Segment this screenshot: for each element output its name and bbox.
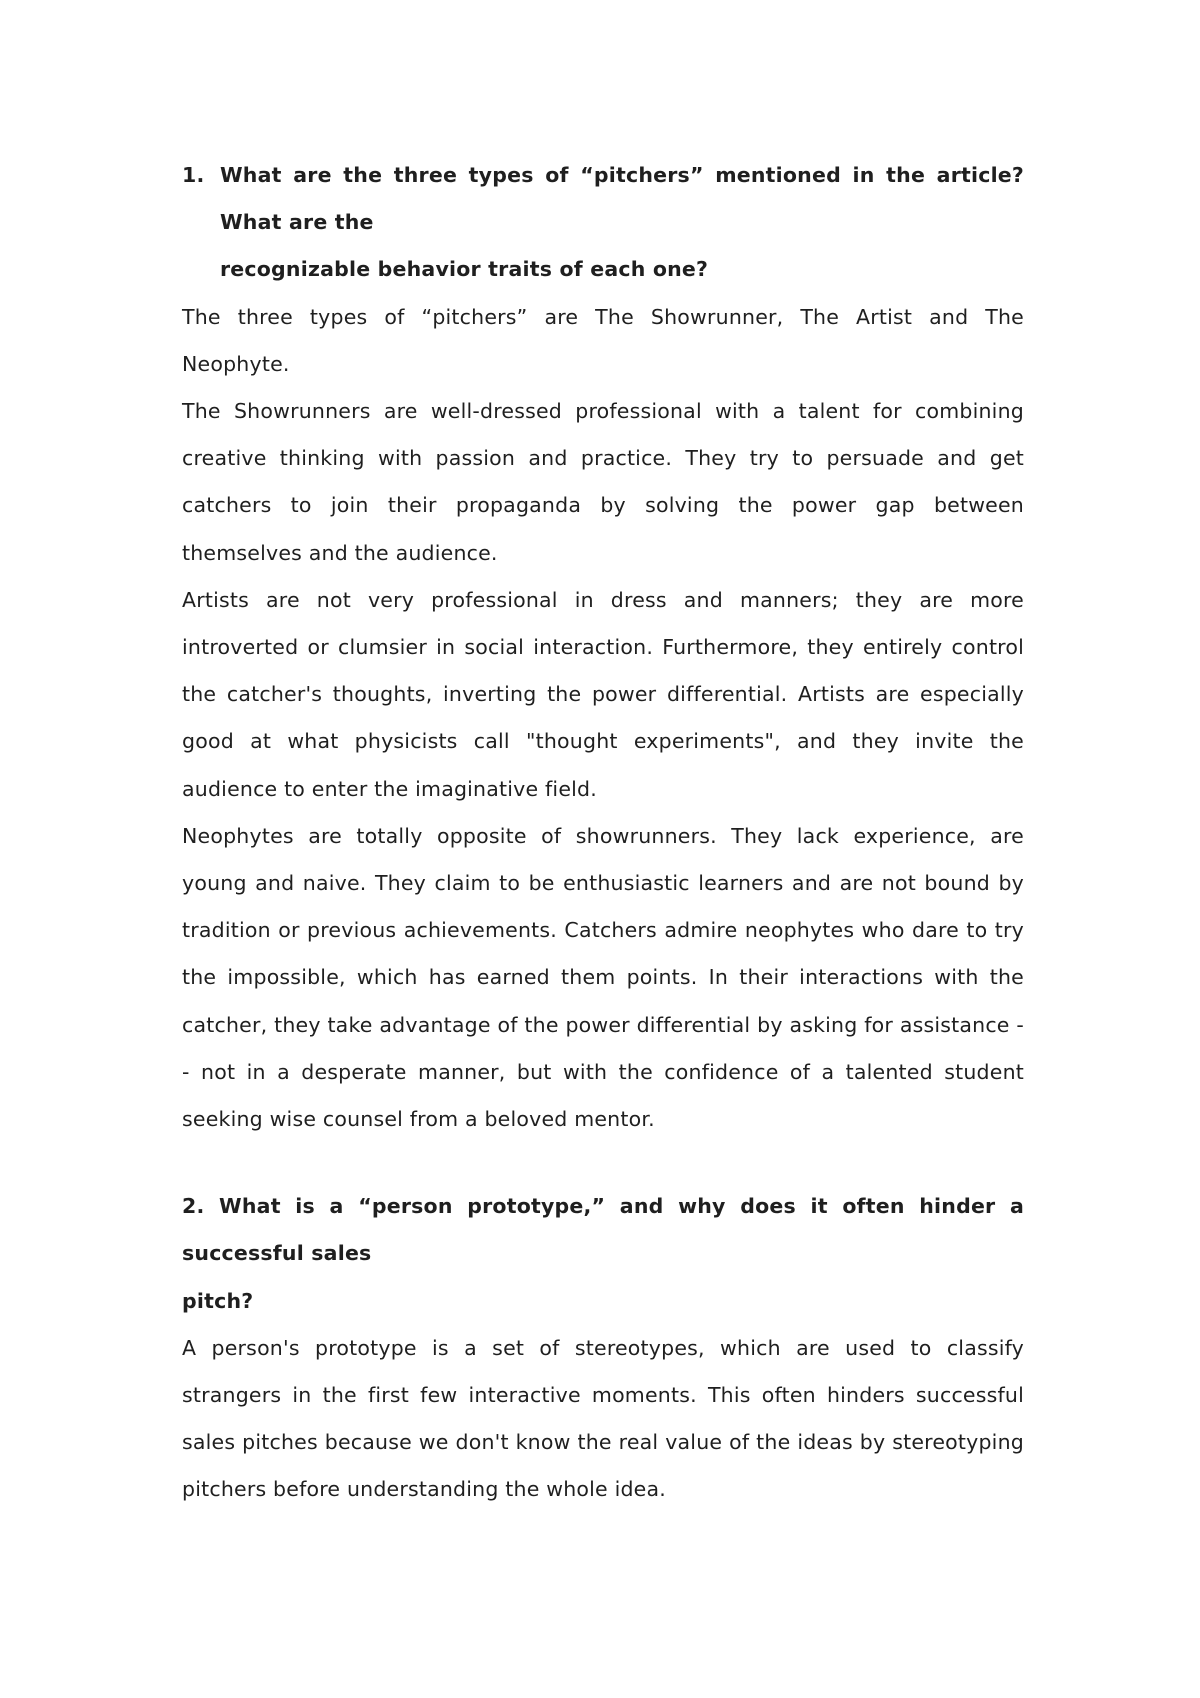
question-1-heading <box>182 152 1024 246</box>
question-2-heading-line1: 2. What is a “person prototype,” and why does it often hinder a successful sales <box>182 1194 1024 1266</box>
answer-1-paragraph-showrunner: The Showrunners are well-dressed professional with a talent for combining creative thinking with passion and practice. They try to persuade and get catchers to join their propaganda by solving the power gap between themselves and the audience. <box>182 399 1024 565</box>
answer-2-paragraph: A person's prototype is a set of stereotypes, which are used to classify strangers in the first few interactive moments. This often hinders successful sales pitches because we don't know the real value of the ideas by stereotyping pitchers before understanding the whole idea. <box>182 1335 1024 1502</box>
document-content <box>182 152 1024 1514</box>
question-2-heading-line2: pitch? <box>182 1288 254 1313</box>
answer-1-paragraph-neophyte: Neophytes are totally opposite of showrunners. They lack experience, are young and naive. They claim to be enthusiastic learners and are not bound by tradition or previous achievements. Catchers admire neophytes who dare to try the impossible, which has earned them points. In their interactions with the catcher, they take advantage of the power differential by asking for assistance - - not in a desperate manner, but with the confidence of a talented student seeking wise counsel from a beloved mentor. <box>182 823 1024 1132</box>
section-spacer <box>182 1143 1024 1183</box>
answer-1-paragraph-intro: The three types of “pitchers” are The Showrunner, The Artist and The Neophyte. <box>182 304 1024 376</box>
question-1-number: 1. <box>182 163 205 187</box>
answer-1-paragraph-artist: Artists are not very professional in dress and manners; they are more introverted or clumsier in social interaction. Furthermore, they entirely control the catcher's thoughts, inverting the power differential. Artists are especially good at what physicists call "thought experiments", and they invite the audience to enter the imaginative field. <box>182 587 1024 801</box>
question-1-heading-line1: What are the three types of “pitchers” mentioned in the article? What are the <box>220 163 1024 235</box>
question-1-heading-line2: recognizable behavior traits of each one? <box>220 257 709 282</box>
